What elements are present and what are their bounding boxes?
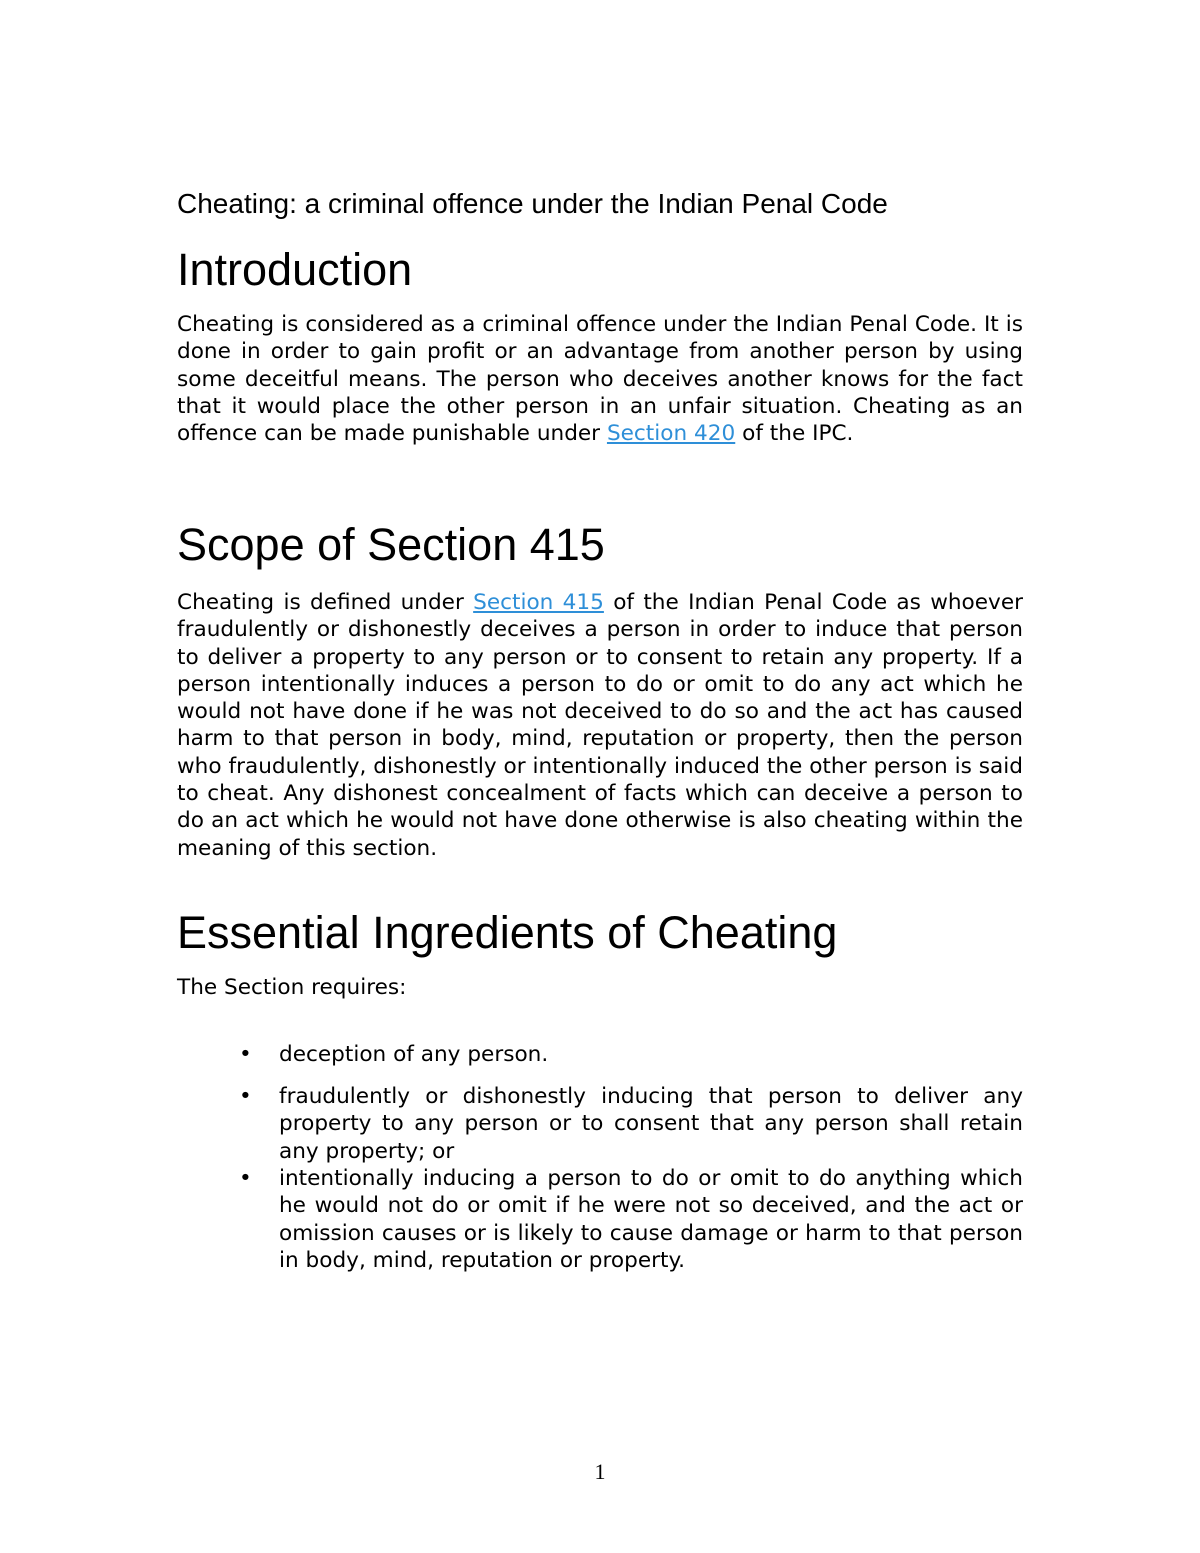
section-415-link[interactable]: Section 415	[473, 590, 604, 615]
scope-paragraph	[177, 589, 1023, 862]
scope-text-start: Cheating is defined under	[177, 590, 474, 615]
heading-introduction: Introduction	[177, 244, 413, 295]
bullet-icon: •	[239, 1084, 252, 1109]
page-number: 1	[594, 1459, 606, 1484]
introduction-text-start: Cheating is considered as a criminal offence under the Indian Penal Code. It is done in order to gain profit or an advantage from another person by using some deceitful means. The person who deceives another knows for the fact that it would place the other person in an unfair situation. Cheating as an offence can be made punishable under	[177, 312, 1023, 447]
bullet-icon: •	[239, 1042, 252, 1067]
list-item-text: fraudulently or dishonestly inducing that person to deliver any property to any person or to consent that any person shall retain any property; or	[279, 1084, 1023, 1164]
section-420-link[interactable]: Section 420	[606, 421, 736, 447]
bullet-icon: •	[239, 1166, 252, 1191]
heading-ingredients: Essential Ingredients of Cheating	[177, 907, 838, 958]
introduction-text-end: of the IPC.	[735, 421, 854, 447]
introduction-paragraph	[177, 311, 1023, 447]
ingredients-intro: The Section requires:	[177, 975, 407, 1000]
scope-text-end: of the Indian Penal Code as whoever fraudulently or dishonestly deceives a person in order to induce that person to deliver a property to any person or to consent to retain any property. If a person intentionally induces a person to do or omit to do any act which he would not have done if he was not deceived to do so and the act has caused harm to that person in body, mind, reputation or property, then the person who fraudulently, dishonestly or intentionally induced the other person is said to cheat. Any dishonest concealment of facts which can deceive a person to do an act which he would not have done otherwise is also cheating within the meaning of this section.	[177, 590, 1023, 861]
list-item-text: deception of any person.	[279, 1042, 549, 1067]
heading-scope: Scope of Section 415	[177, 519, 605, 570]
list-item-text: intentionally inducing a person to do or omit to do anything which he would not do or omit if he were not so deceived, and the act or omission causes or is likely to cause damage or harm to that person in body, mind, reputation or property.	[279, 1166, 1023, 1273]
document-title: Cheating: a criminal offence under the Indian Penal Code	[177, 188, 888, 219]
